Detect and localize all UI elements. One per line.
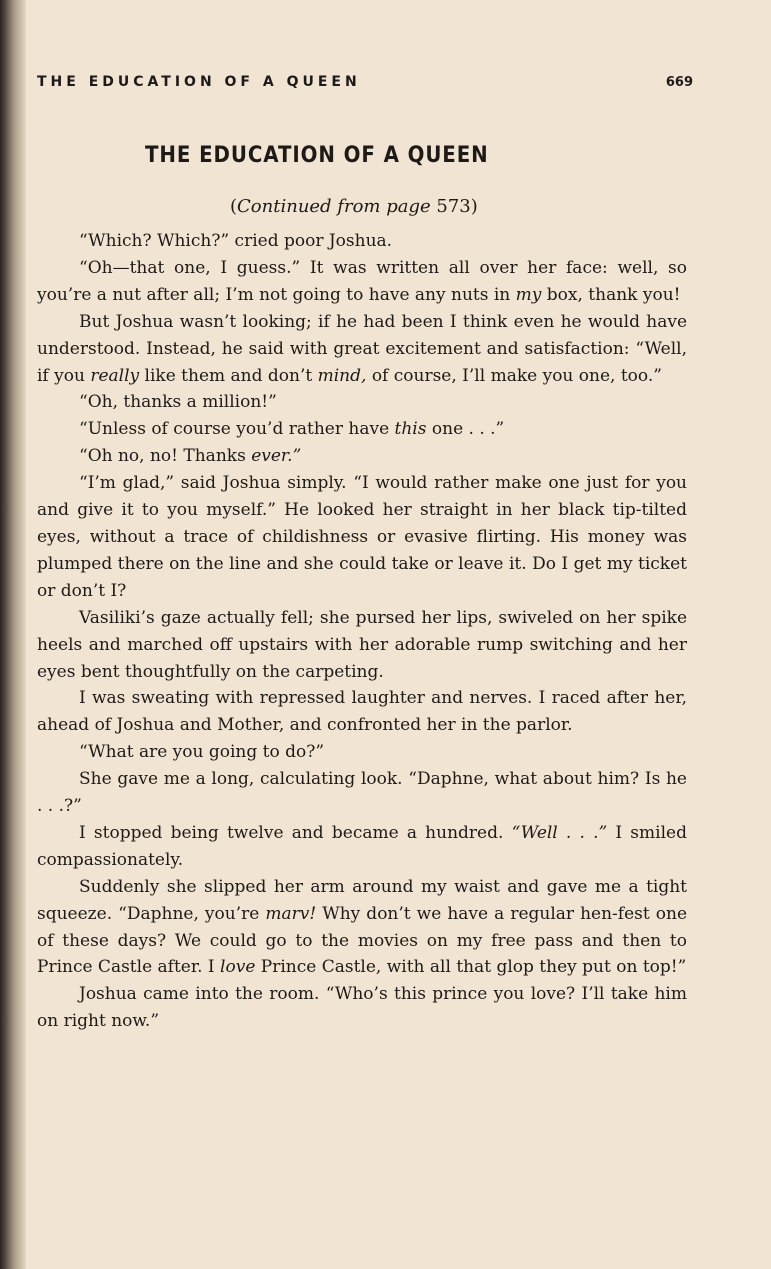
paragraph: “Oh no, no! Thanks ever.” bbox=[79, 446, 302, 467]
paragraph: “Which? Which?” cried poor Joshua. bbox=[79, 231, 393, 251]
paragraph: “Oh, thanks a million!” bbox=[79, 392, 277, 413]
paragraph: Joshua came into the room. “Who’s this prince you love? I’ll take him on right now.” bbox=[37, 984, 687, 1032]
book-gutter-shadow bbox=[0, 0, 26, 1269]
page-number: 669 bbox=[665, 75, 693, 90]
chapter-title: THE EDUCATION OF A QUEEN bbox=[145, 143, 489, 168]
paragraph: But Joshua wasn’t looking; if he had been I think even he would have understood. Instead, he said with great excitement and satisfaction: “Well, if you really like them and don’t mind, of course, I’ll make you one, too.” bbox=[37, 311, 687, 386]
continuation-note bbox=[230, 196, 478, 217]
continuation-phrase: Continued from page bbox=[237, 196, 431, 217]
paragraph: “Unless of course you’d rather have this one . . .” bbox=[79, 419, 505, 440]
running-head bbox=[37, 74, 693, 90]
continuation-close-paren: ) bbox=[470, 196, 478, 217]
italic-emphasis: “Well . . .” bbox=[511, 822, 608, 843]
continuation-page: 573 bbox=[436, 196, 471, 217]
body-text bbox=[37, 228, 687, 1035]
paragraph: “I’m glad,” said Joshua simply. “I would rather make one just for you and give it to you myself.” He looked her straight in her black tip-tilted eyes, without a trace of childishness or evasive flirting. His money was plumped there on the line and she could take or leave it. Do I get my ticket or don’t I? bbox=[37, 473, 687, 601]
italic-emphasis: love bbox=[220, 957, 256, 978]
paragraph: Vasiliki’s gaze actually fell; she pursed her lips, swiveled on her spike heels and marched off upstairs with her adorable rump switching and her eyes bent thoughtfully on the carpeting. bbox=[37, 607, 687, 682]
paragraph: I was sweating with repressed laughter and nerves. I raced after her, ahead of Joshua and Mother, and confronted her in the parlor. bbox=[37, 688, 687, 736]
paragraph: She gave me a long, calculating look. “Daphne, what about him? Is he . . .?” bbox=[37, 769, 687, 817]
italic-emphasis: mind, bbox=[317, 365, 367, 386]
paragraph: “What are you going to do?” bbox=[79, 742, 325, 763]
running-head-title: THE EDUCATION OF A QUEEN bbox=[37, 74, 361, 90]
italic-emphasis: this bbox=[394, 419, 427, 440]
italic-emphasis: marv! bbox=[265, 903, 317, 924]
paragraph: I stopped being twelve and became a hundred. “Well . . .” I smiled compassionately. bbox=[37, 822, 687, 870]
italic-emphasis: my bbox=[515, 284, 542, 305]
paragraph: “Oh—that one, I guess.” It was written all over her face: well, so you’re a nut after all; I’m not going to have any nuts in my box, thank you! bbox=[37, 257, 687, 305]
italic-emphasis: really bbox=[90, 365, 140, 386]
italic-emphasis: ever.” bbox=[251, 446, 302, 467]
paragraph: Suddenly she slipped her arm around my waist and gave me a tight squeeze. “Daphne, you’re marv! Why don’t we have a regular hen-fest one of these days? We could go to the movies on my free pass and then to Prince Castle after. I love Prince Castle, with all that glop they put on top!” bbox=[37, 876, 688, 978]
continuation-open-paren: ( bbox=[230, 196, 238, 217]
